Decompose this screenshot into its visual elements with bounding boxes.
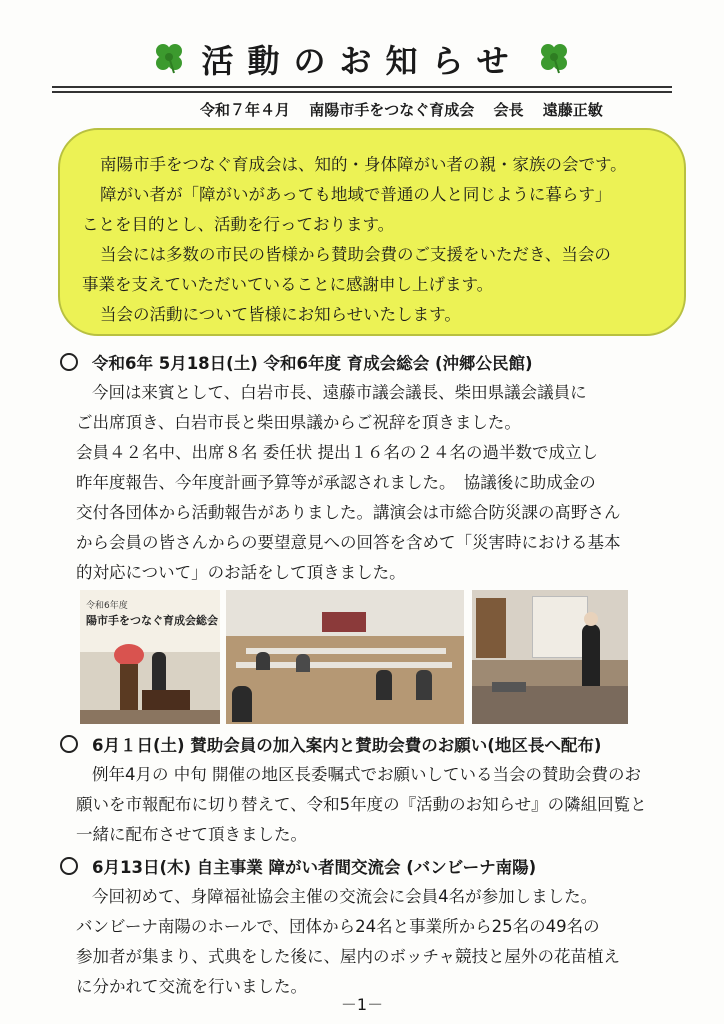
- circle-bullet-icon: [60, 353, 78, 371]
- section-body: [76, 882, 620, 1002]
- body-line: から会員の皆さんからの要望意見への回答を含めて「災害時における基本: [76, 533, 621, 552]
- divider: [52, 91, 672, 93]
- section-supporter-dues: [60, 732, 647, 850]
- section-heading: 6月１日(土) 賛助会員の加入案内と賛助会費のお願い(地区長へ配布): [60, 732, 647, 756]
- intro-box: [58, 128, 686, 336]
- section-body: [76, 760, 647, 850]
- body-line: 会員４２名中、出席８名 委任状 提出１６名の２４名の過半数で成立し: [76, 443, 598, 462]
- body-line: 願いを市報配布に切り替えて、令和5年度の『活動のお知らせ』の隣組回覧と: [76, 795, 647, 814]
- page-number: －1－: [340, 995, 384, 1014]
- body-line: に分かれて交流を行いました。: [76, 977, 307, 996]
- issue-date: 令和７年４月: [200, 101, 291, 119]
- meeting-banner-photo: 令和6年度 陽市手をつなぐ育成会総会: [80, 590, 220, 724]
- body-line: 今回初めて、身障福祉協会主催の交流会に会員4名が参加しました。: [92, 887, 598, 906]
- section-general-meeting: [60, 350, 621, 588]
- body-line: 例年4月の 中旬 開催の地区長委嘱式でお願いしている当会の賛助会費のお: [92, 765, 641, 784]
- intro-line: 南陽市手をつなぐ育成会は、知的・身体障がい者の親・家族の会です。: [100, 155, 627, 174]
- author-name: 遠藤正敏: [542, 101, 603, 119]
- body-line: 今回は来賓として、白岩市長、遠藤市議会議長、柴田県議会議員に: [92, 383, 587, 402]
- issue-line: [200, 99, 603, 120]
- intro-line: 事業を支えていただいていることに感謝申し上げます。: [82, 275, 494, 294]
- section-body: [76, 378, 621, 588]
- page-title: 活動のお知らせ: [201, 42, 523, 80]
- section-heading: 令和6年 5月18日(土) 令和6年度 育成会総会 (沖郷公民館): [60, 350, 621, 374]
- intro-line: ことを目的とし、活動を行っております。: [82, 215, 395, 234]
- org-name: 南陽市手をつなぐ育成会: [309, 101, 475, 119]
- body-line: 参加者が集まり、式典をした後に、屋内のボッチャ競技と屋外の花苗植え: [76, 947, 621, 966]
- lecture-photo: [472, 590, 628, 724]
- body-line: バンビーナ南陽のホールで、団体から24名と事業所から25名の49名の: [76, 917, 600, 936]
- body-line: 的対応について」のお話をして頂きました。: [76, 563, 406, 582]
- divider: [52, 86, 672, 88]
- author-role: 会長: [493, 101, 524, 119]
- body-line: 昨年度報告、今年度計画予算等が承認されました。 協議後に助成金の: [76, 473, 596, 492]
- circle-bullet-icon: [60, 735, 78, 753]
- body-line: 交付各団体から活動報告がありました。講演会は市総合防災課の髙野さん: [76, 503, 621, 522]
- body-line: ご出席頂き、白岩市長と柴田県議からご祝辞を頂きました。: [76, 413, 521, 432]
- section-exchange-meeting: [60, 854, 620, 1002]
- intro-line: 当会の活動について皆様にお知らせいたします。: [100, 305, 461, 324]
- meeting-hall-photo: [226, 590, 464, 724]
- intro-line: 障がい者が「障がいがあっても地域で普通の人と同じように暮らす」: [100, 185, 612, 204]
- section-heading: 6月13日(木) 自主事業 障がい者間交流会 (バンビーナ南陽): [60, 854, 620, 878]
- circle-bullet-icon: [60, 857, 78, 875]
- intro-line: 当会には多数の市民の皆様から賛助会費のご支援をいただき、当会の: [100, 245, 611, 264]
- body-line: 一緒に配布させて頂きました。: [76, 825, 307, 844]
